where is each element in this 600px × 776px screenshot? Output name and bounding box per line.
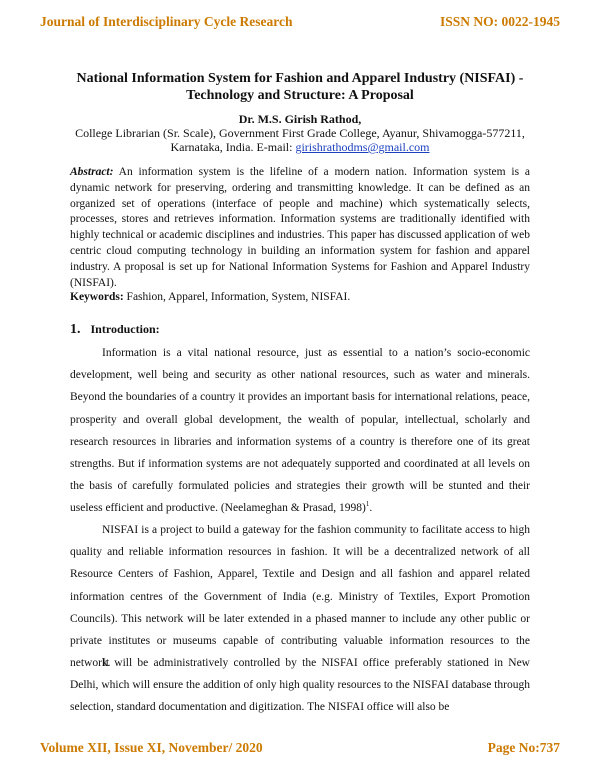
affiliation-text: Karnataka, India. E-mail:	[170, 140, 296, 154]
email-link[interactable]: girishrathodms@gmail.com	[295, 140, 430, 154]
author-block	[40, 112, 560, 154]
keywords	[70, 291, 530, 303]
abstract-label: Abstract:	[70, 166, 114, 178]
author-name: Dr. M.S. Girish Rathod,	[238, 112, 362, 126]
paragraph-3: It will be administratively controlled by the NISFAI office preferably stationed in New Delhi, which will ensure the addition of only high quality resources to the NISFAI database through selection, standard documentation and digitization. The NISFAI office will also be	[70, 657, 530, 714]
page-number: Page No:737	[487, 740, 560, 755]
keywords-label: Keywords:	[70, 291, 124, 303]
section-title: Introduction:	[90, 322, 160, 336]
journal-name: Journal of Interdisciplinary Cycle Research	[40, 14, 293, 29]
paragraph-1	[70, 342, 530, 520]
abstract-text: An information system is the lifeline of a modern nation. Information system is a dynamic network for preserving, ordering and transmitting knowledge. It can be defined as an organized set of operations (interface of people and machine) which systematically selects, processes, stores and retrieves information. Information systems are traditionally identified with highly technical or academic disciplines and industries. This paper has discussed application of web centric cloud computing technology in building an information system for fashion and apparel industry. A proposal is set up for National Information Systems for Fashion and Apparel Industry (NISFAI).	[70, 166, 530, 289]
volume-issue: Volume XII, Issue XI, November/ 2020	[40, 740, 263, 755]
title-line-1: National Information System for Fashion and Apparel Industry (NISFAI) -	[76, 71, 524, 86]
section-number: 1.	[70, 322, 81, 337]
affiliation-line-2	[40, 140, 560, 154]
keywords-text: Fashion, Apparel, Information, System, NISFAI.	[126, 291, 351, 303]
abstract	[70, 165, 530, 291]
running-header	[40, 14, 560, 30]
affiliation-line-1: College Librarian (Sr. Scale), Government First Grade College, Ayanur, Shivamogga-577211,	[75, 126, 525, 140]
issn-number: ISSN NO: 0022-1945	[439, 14, 560, 29]
section-heading	[70, 322, 160, 338]
running-footer	[40, 740, 560, 756]
paragraph-2: NISFAI is a project to build a gateway for the fashion community to facilitate access to high quality and reliable information resources in fashion. It will be a decentralized network of all Resource Centers of Fashion, Apparel, Textile and Design and all fashion and apparel related information centres of the Government of India (e.g. Ministry of Textiles, Export Promotion Councils). This network will be later extended in a phased manner to include any other public or private institutes or museums capable of contributing valuable information resources to the network.	[70, 524, 530, 670]
paragraph-1-text: Information is a vital national resource, just as essential to a nation’s socio-economic development, well being and security as other national resources, such as water and minerals. Beyond the boundaries of a country it provides an important basis for international relations, peace, prosperity and overall global development, the wealth of popular, intellectual, scholarly and research resources in libraries and information systems of a country is therefore one of its great strengths. But if information systems are not adequately supported and coordinated at all levels on the basis of carefully formulated policies and strategies their growth will be stunted and their useless efficient and productive. (Neelameghan & Prasad, 1998)	[70, 347, 530, 515]
title-line-2: Technology and Structure: A Proposal	[186, 88, 414, 103]
paper-title	[40, 70, 560, 104]
paragraph-1-end: .	[369, 502, 373, 515]
footnote-marker[interactable]: 1	[365, 500, 370, 509]
